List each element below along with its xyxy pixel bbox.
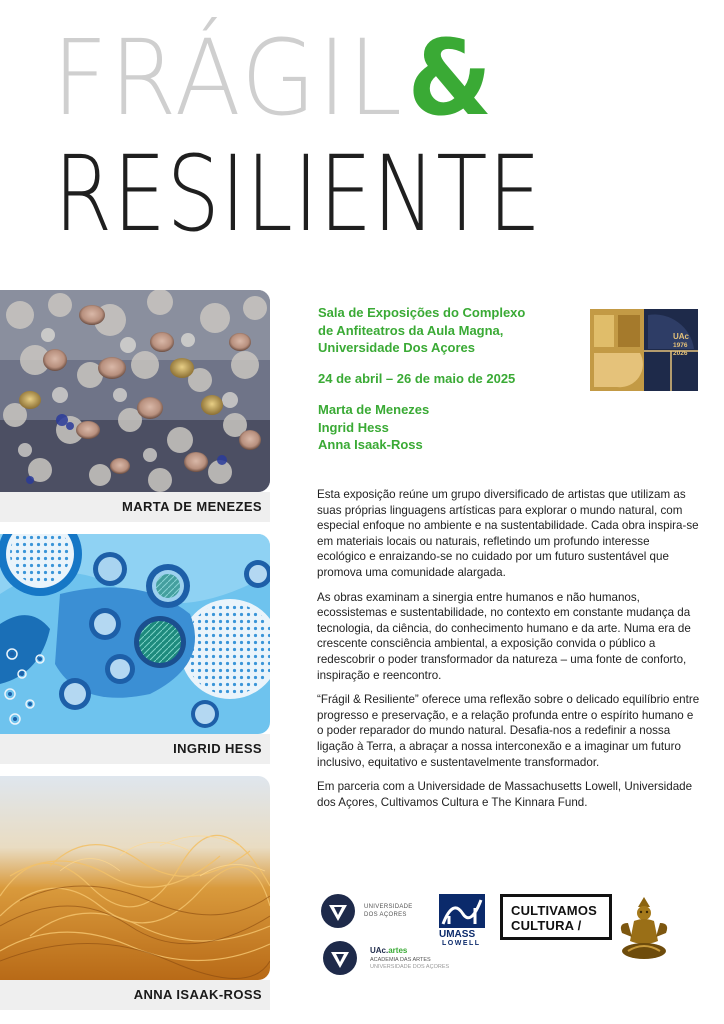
anniversary-year-end: 2026 — [673, 350, 688, 357]
venue-line-1: Sala de Exposições do Complexo — [318, 305, 526, 320]
artwork-image-ingrid — [0, 534, 270, 734]
cultivamos-cultura-logo — [500, 894, 612, 940]
artes-brand-main: UAc. — [370, 946, 389, 955]
description — [317, 487, 700, 819]
umass-text: UMASS — [439, 929, 476, 940]
uac-logo-line-2: DOS AÇORES — [364, 912, 407, 918]
anniversary-year-start: 1976 — [673, 342, 688, 349]
circles-illustration — [0, 534, 270, 734]
lichen-image — [0, 290, 270, 492]
kinnara-figure-icon — [616, 893, 672, 963]
caption-bar-anna — [0, 980, 270, 1010]
artes-brand-accent: artes — [388, 946, 408, 955]
lowell-text: LOWELL — [442, 940, 481, 947]
venue-line-3: Universidade Dos Açores — [318, 340, 476, 355]
artist-caption-anna: ANNA ISAAK-ROSS — [133, 987, 262, 1002]
paragraph: Esta exposição reúne um grupo diversificado de artistas que utilizam as suas próprias linguagens artísticas para explorar o mundo natural, com especial enfoque no ambiente e na sustentabilidade. Cada obra inspira-se em materiais locais ou naturais, refletindo um profundo interesse ecológico e enraizando-se no cuidado por um futuro sustentável que promova uma comunidade alargada. — [317, 488, 699, 579]
artist-list — [318, 401, 578, 454]
artwork-image-marta — [0, 290, 270, 492]
artwork-image-anna — [0, 776, 270, 980]
uac-logo — [320, 893, 440, 933]
golden-fibres-image — [0, 776, 270, 980]
cultivamos-line-2: CULTURA / — [511, 918, 582, 933]
paragraph: “Frágil & Resiliente” oferece uma reflexão sobre o delicado equilíbrio entre progresso e preservação, e a relação profunda entre o espírito humano e o poder reparador do mundo natural. Desafia-nos a redefinir a nossa ligação à Terra, a abraçar a nossa interconexão e a imaginar um futuro inclusivo, equitativo e sustentavelmente transformador. — [317, 693, 700, 769]
artist-name: Ingrid Hess — [318, 419, 389, 435]
exhibition-info — [318, 304, 578, 454]
kinnara-fund-logo — [616, 893, 672, 963]
cultivamos-line-1: CULTIVAMOS — [511, 903, 598, 918]
paragraph: As obras examinam a sinergia entre humanos e não humanos, ecossistemas e sustentabilidade, no contexto em constante mudança da tecnologia, da ciência, do conhecimento humano e da arte. Numa era de crescente consciência ambiental, a exposição convida o público a redescobrir o poder transformador da natureza – uma fonte de conforto, inspiração e reencontro. — [317, 590, 691, 682]
caption-bar-marta — [0, 492, 270, 522]
title-ampersand: & — [407, 17, 494, 139]
artist-caption-marta: MARTA DE MENEZES — [121, 499, 262, 514]
paragraph: Em parceria com a Universidade de Massachusetts Lowell, Universidade dos Açores, Cultivamos Cultura e The Kinnara Fund. — [317, 780, 693, 809]
uac-artes-emblem-icon — [322, 940, 358, 976]
artist-name: Marta de Menezes — [318, 402, 430, 417]
title-line-2: RESILIENTE — [54, 133, 542, 255]
uac-logo-line-1: UNIVERSIDADE — [364, 904, 413, 910]
umass-lowell-logo — [439, 894, 487, 950]
title-line-1 — [52, 17, 494, 139]
umass-emblem-icon — [439, 894, 485, 928]
artist-name: Anna Isaak-Ross — [318, 437, 423, 452]
artes-line-1: ACADEMIA DAS ARTES — [370, 957, 431, 963]
venue-line-2: de Anfiteatros da Aula Magna, — [318, 322, 504, 338]
artist-caption-ingrid: INGRID HESS — [173, 741, 262, 756]
artes-line-2: UNIVERSIDADE DOS AÇORES — [370, 964, 450, 970]
uac-anniversary-logo — [590, 309, 698, 391]
exhibition-dates: 24 de abril – 26 de maio de 2025 — [318, 370, 516, 386]
uac-emblem-icon — [320, 893, 356, 929]
uac-artes-logo — [322, 940, 452, 980]
anniversary-brand: UAc — [673, 332, 690, 341]
title-fragil: FRÁGIL — [52, 17, 404, 139]
artes-brand — [370, 946, 407, 955]
caption-bar-ingrid — [0, 734, 270, 764]
